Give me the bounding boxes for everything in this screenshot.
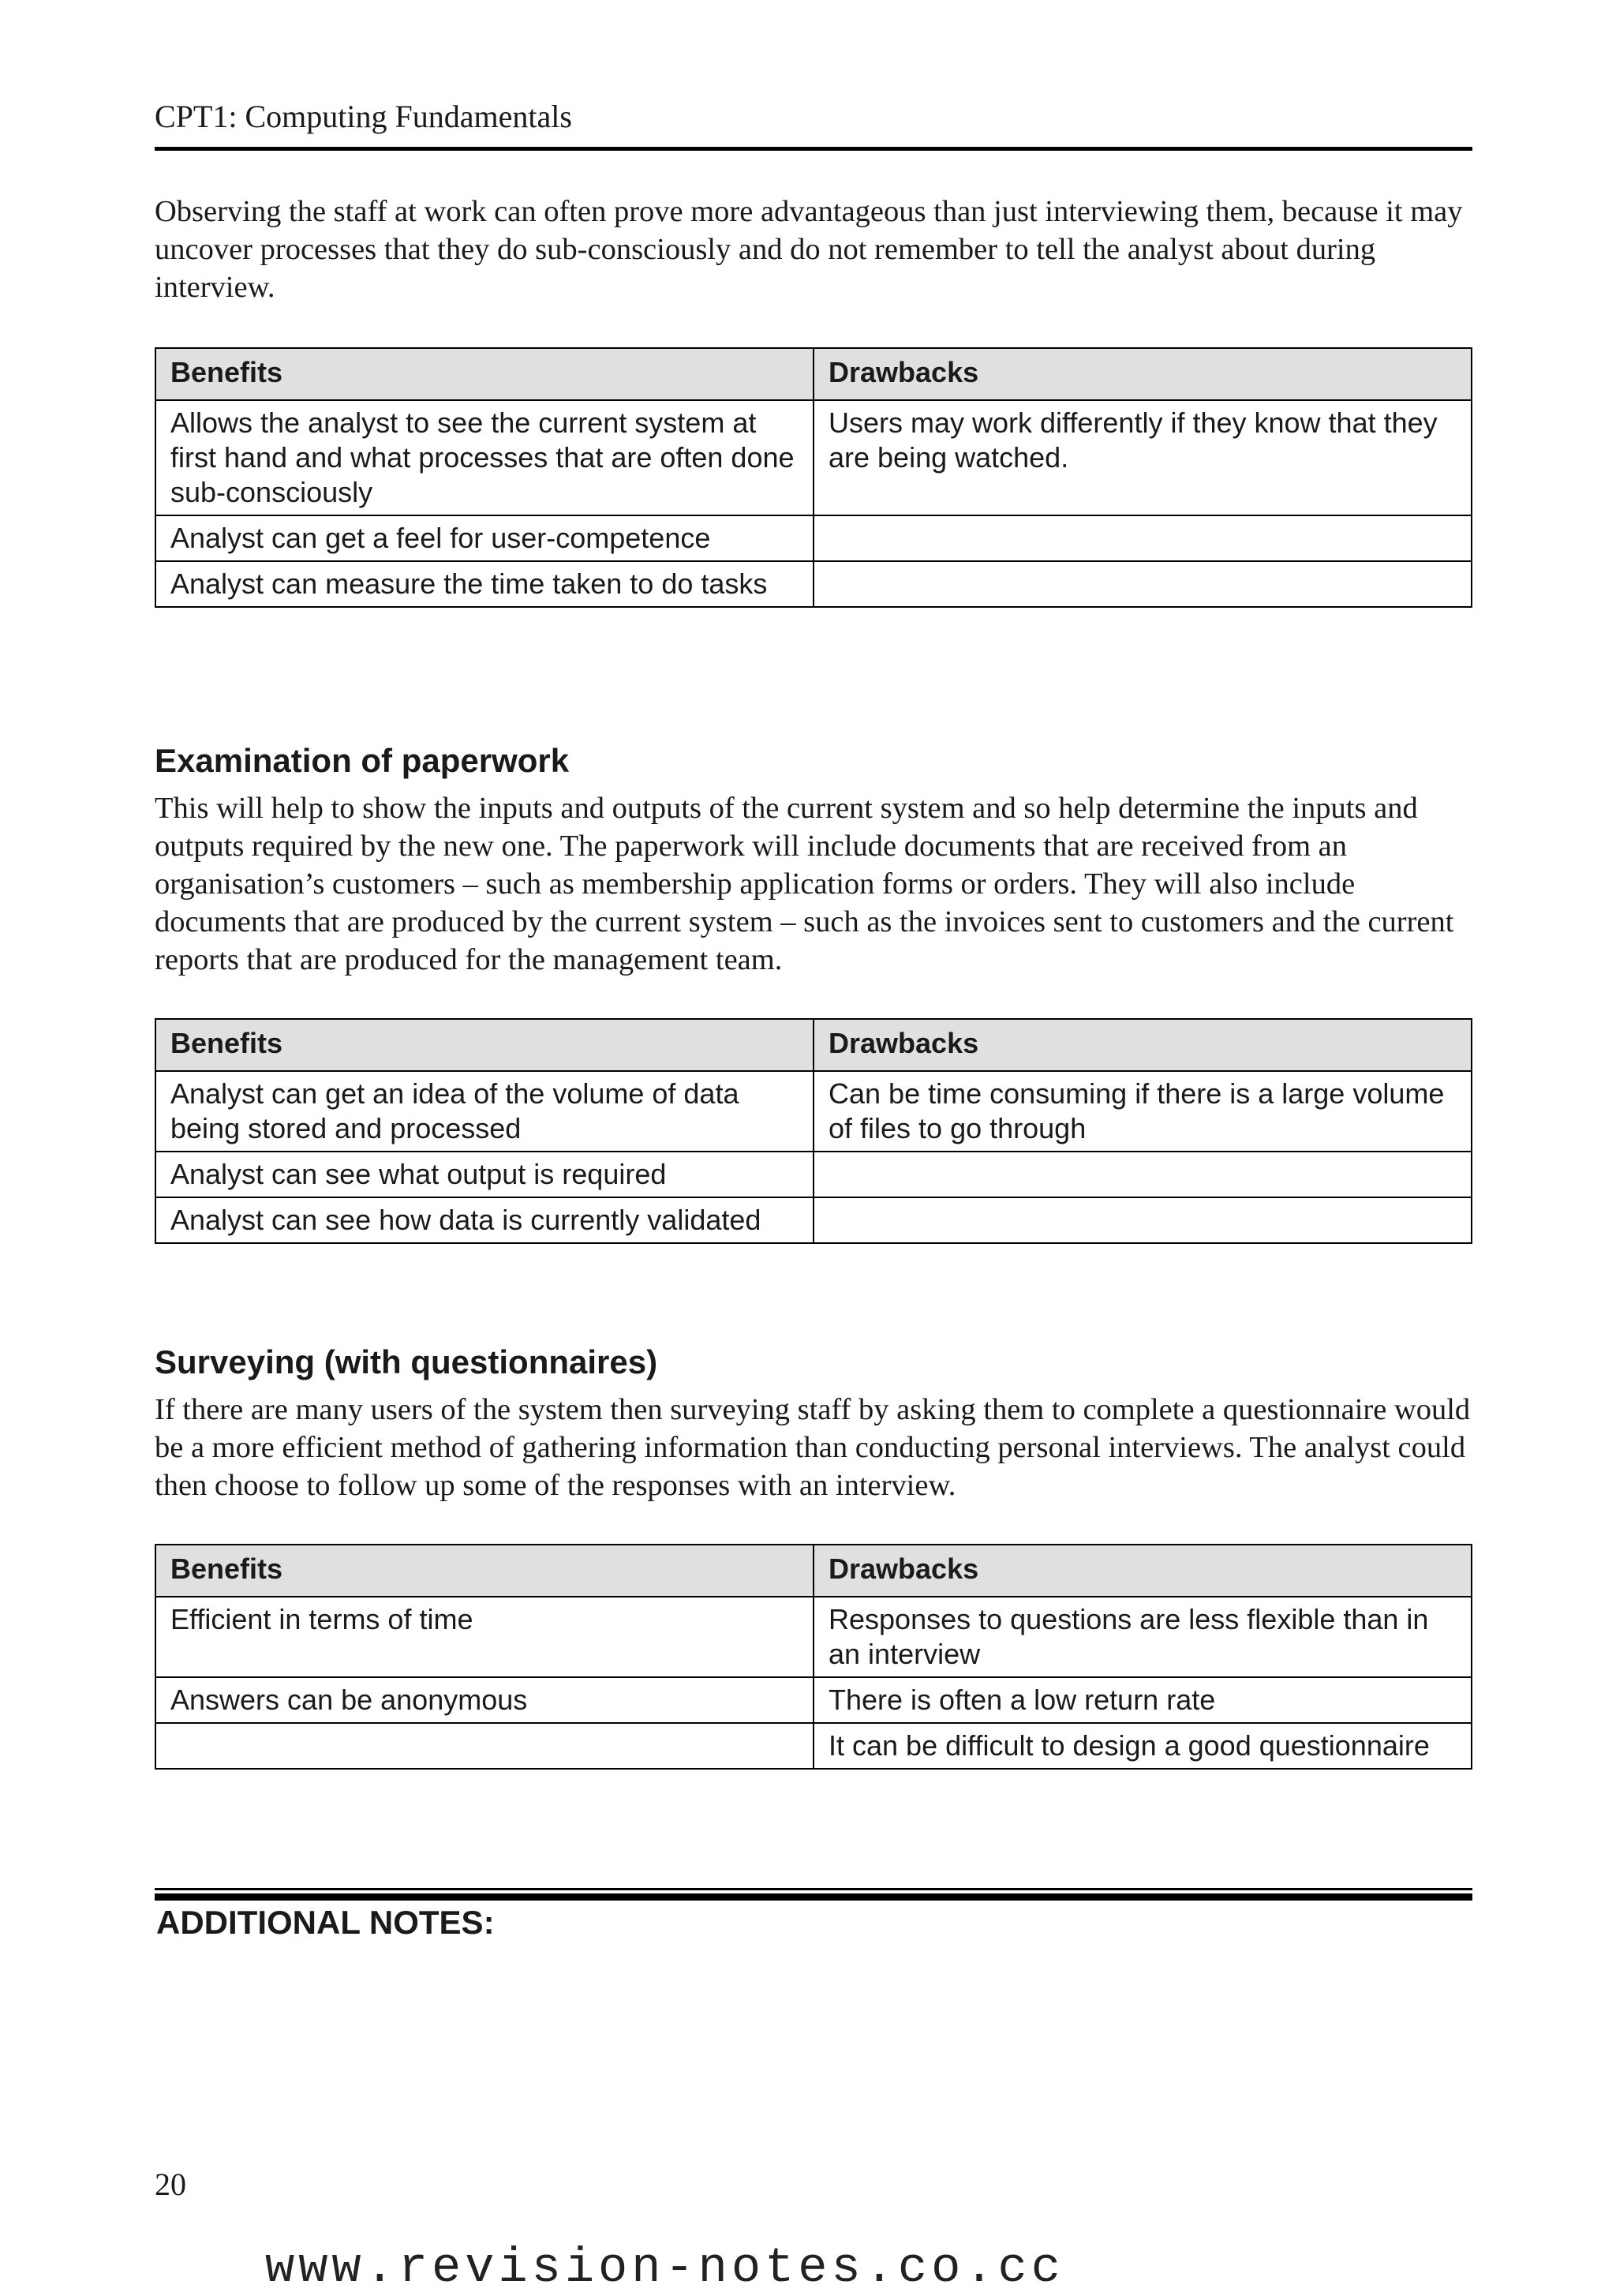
table-row [155,1677,1472,1723]
table-header-row [155,1019,1472,1071]
table-header-row [155,348,1472,400]
drawbacks-header: Drawbacks [814,1545,1472,1597]
benefit-cell: Analyst can get an idea of the volume of data being stored and processed [155,1071,814,1152]
divider-thick-line [155,1893,1472,1901]
benefit-cell: Analyst can measure the time taken to do tasks [155,561,814,607]
page-number: 20 [155,2167,186,2202]
footer-url: www.revision-notes.co.cc [265,2240,1064,2296]
drawback-cell [814,561,1472,607]
benefit-cell: Allows the analyst to see the current system at first hand and what processes that are often done sub-consciously [155,400,814,515]
drawback-cell: There is often a low return rate [814,1677,1472,1723]
drawback-cell [814,515,1472,561]
benefits-header: Benefits [155,1019,814,1071]
table-row [155,1723,1472,1769]
benefit-cell: Analyst can see what output is required [155,1152,814,1197]
table-row [155,1071,1472,1152]
section-body-paperwork: This will help to show the inputs and outputs of the current system and so help determine the inputs and outputs required by the new one. The paperwork will include documents that are received from an organisation’s customers – such as membership application forms or orders. They will also include documents that are produced by the current system – such as the invoices sent to customers and the current reports that are produced for the management team. [155,792,1454,976]
benefit-cell [155,1723,814,1769]
drawback-cell: Users may work differently if they know that they are being watched. [814,400,1472,515]
table-row [155,400,1472,515]
additional-notes-heading: ADDITIONAL NOTES: [156,1904,495,1941]
table-row [155,515,1472,561]
table-row [155,1197,1472,1243]
section-heading-paperwork: Examination of paperwork [155,742,570,779]
benefit-cell: Answers can be anonymous [155,1677,814,1723]
running-header: CPT1: Computing Fundamentals [155,99,572,134]
divider-thin-line [155,1888,1472,1890]
drawbacks-header: Drawbacks [814,348,1472,400]
notes-divider [155,1888,1472,1901]
benefit-cell: Efficient in terms of time [155,1597,814,1677]
section-body-surveying: If there are many users of the system then surveying staff by asking them to complete a questionnaire would be a more efficient method of gathering information than conducting personal interviews. The analyst could then choose to follow up some of the responses with an interview. [155,1393,1471,1502]
surveying-table [155,1544,1472,1770]
benefits-header: Benefits [155,1545,814,1597]
header-rule [155,147,1472,151]
benefit-cell: Analyst can see how data is currently validated [155,1197,814,1243]
observation-table [155,347,1472,608]
paperwork-table [155,1018,1472,1244]
benefit-cell: Analyst can get a feel for user-competence [155,515,814,561]
table-row [155,561,1472,607]
drawback-cell: Can be time consuming if there is a large volume of files to go through [814,1071,1472,1152]
drawback-cell [814,1152,1472,1197]
section-heading-surveying: Surveying (with questionnaires) [155,1343,658,1380]
table-header-row [155,1545,1472,1597]
drawback-cell: Responses to questions are less flexible than in an interview [814,1597,1472,1677]
drawback-cell: It can be difficult to design a good questionnaire [814,1723,1472,1769]
table-row [155,1152,1472,1197]
table-row [155,1597,1472,1677]
drawbacks-header: Drawbacks [814,1019,1472,1071]
intro-paragraph: Observing the staff at work can often prove more advantageous than just interviewing them, because it may uncover processes that they do sub-consciously and do not remember to tell the analyst about during interview. [155,195,1463,304]
drawback-cell [814,1197,1472,1243]
benefits-header: Benefits [155,348,814,400]
